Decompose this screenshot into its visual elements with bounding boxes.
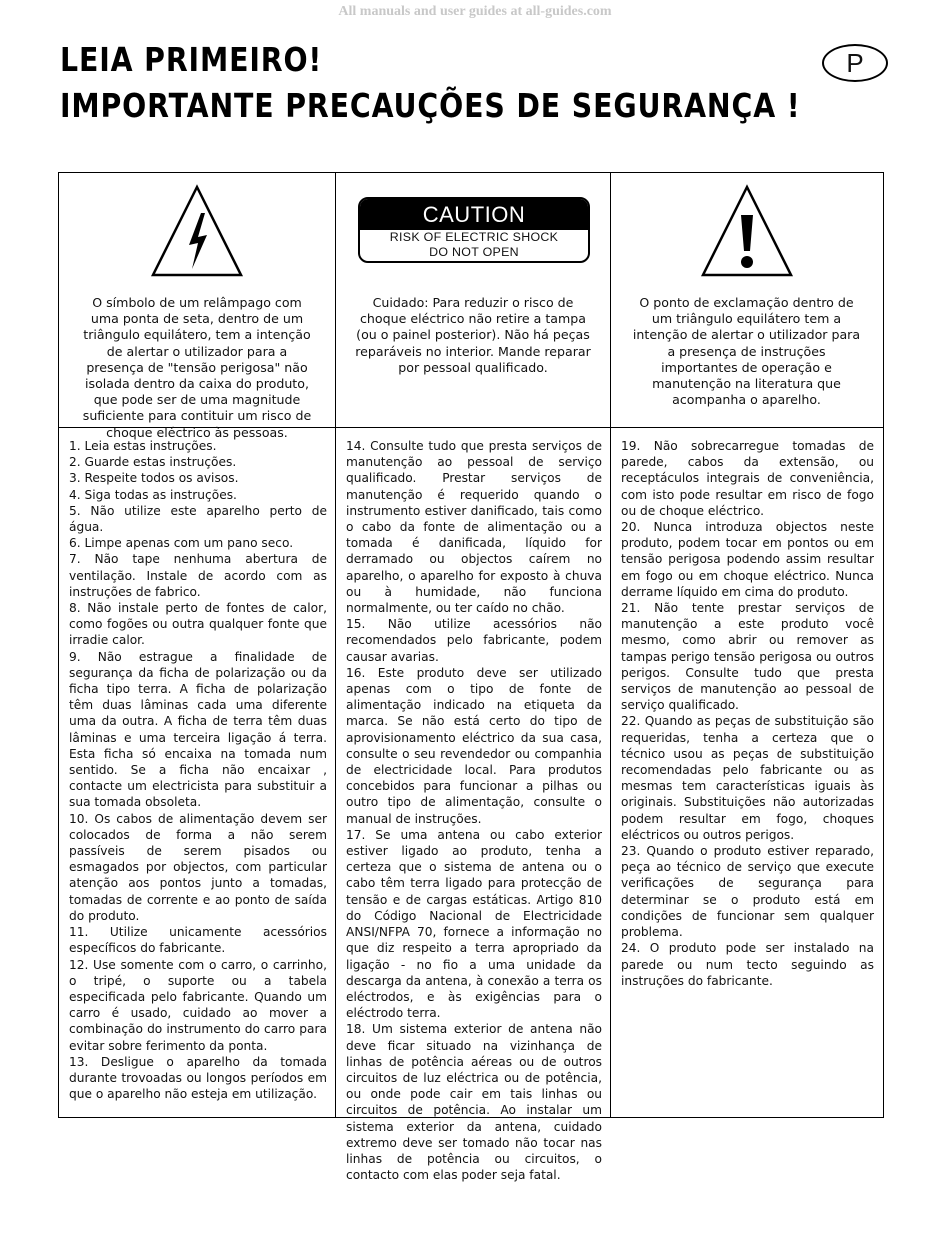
instruction-item: 1. Leia estas instruções. — [69, 439, 217, 453]
instruction-item: 24. O produto pode ser instalado na parede ou num tecto seguindo as instruções do fabricante. — [621, 941, 874, 988]
instruction-item: 15. Não utilize acessórios não recomendados pelo fabricante, podem causar avarias. — [346, 617, 602, 664]
lightning-symbol-description: O símbolo de um relâmpago com uma ponta de seta, dentro de um triângulo equilátero, tem a intenção de alertar o utilizador para a presença de "tensão perigosa" não isolada dentro da caixa do produto, que pode ser de uma magnitude suficiente para contituir um risco de choque eléctrico às pessoas. — [82, 295, 312, 440]
language-badge: P — [822, 44, 888, 82]
page-subtitle: IMPORTANTE PRECAUÇÕES DE SEGURANÇA ! — [60, 86, 801, 125]
instruction-item: 2. Guarde estas instruções. — [69, 455, 237, 470]
instruction-item: 18. Um sistema exterior de antena não deve ficar situado na vizinhança de linhas de potência aéreas ou de outros circuitos de luz eléctrica ou de potência, ou onde pode cair em tais linhas ou circuitos de potência. Ao instalar um sistema exterior da antena, cuidado extremo deve ser tomado não tocar nas linhas de potência ou circuitos, o contacto com elas poder seja fatal. — [346, 1022, 602, 1183]
exclamation-symbol-cell — [610, 173, 882, 427]
instruction-item: 13. Desligue o aparelho da tomada durante trovoadas ou longos períodos em que o aparelho não esteja em utilização. — [69, 1054, 327, 1102]
instructions-column-2 — [335, 428, 610, 1183]
instruction-item: 21. Não tente prestar serviços de manutenção a este produto você mesmo, como abrir ou remover as tampas perigo tensão perigosa ou outros perigos. Consulte tudo que presta serviços de manutenção ao pessoal de serviço qualificado. — [621, 601, 874, 713]
instructions-column-3 — [610, 428, 882, 1117]
caution-line-1: RISK OF ELECTRIC SHOCK — [389, 230, 559, 244]
safety-symbols-table — [58, 172, 884, 440]
instruction-item: 23. Quando o produto estiver reparado, peça ao técnico de serviço que execute verificações de segurança para determinar se o produto está em condições de funcionar sem qualquer problema. — [621, 844, 874, 940]
instruction-item: 22. Quando as peças de substituição são requeridas, tenha a certeza que o técnico usou as peças de substituição recomendadas pelo fabricante ou as mesmas tem características iguais às originais. Substituições não autorizadas podem resultar em fogo, choques eléctricos ou outros perigos. — [621, 714, 874, 842]
instruction-item: 9. Não estrague a finalidade de segurança da ficha de polarização ou da ficha tipo terra. A ficha de polarização têm duas lâminas cada uma diferente uma da outra. A ficha de terra têm duas lâminas e uma terceira ligação á terra. Esta ficha só encaixa na tomada num sentido. Se a ficha não encaixar , contacte um electricista para substituir a sua tomada obsoleta. — [69, 649, 327, 810]
instruction-item: 14. Consulte tudo que presta serviços de manutenção ao pessoal de serviço qualificado. Prestar serviços de manutenção é requerido quando o instrumento estiver danificado, tais como o cabo da fonte de alimentação ou a tomada é danificada, líquido for derramado ou objectos caírem no aparelho, o aparelho for exposto à chuva ou à humidade, não funciona normalmente, ou ter caído no chão. — [346, 439, 602, 616]
lightning-symbol-cell — [59, 173, 335, 440]
caution-label — [358, 197, 590, 263]
caution-title: CAUTION — [360, 199, 588, 230]
caution-description: Cuidado: Para reduzir o risco de choque eléctrico não retire a tampa (ou o painel posterior). Não há peças reparáveis no interior. Mande reparar por pessoal qualificado. — [355, 295, 591, 375]
watermark: All manuals and user guides at all-guides.com — [338, 4, 612, 19]
instruction-item: 11. Utilize unicamente acessórios específicos do fabricante. — [69, 925, 327, 956]
exclamation-symbol-description: O ponto de exclamação dentro de um triângulo equilátero tem a intenção de alertar o utilizador para a presença de instruções importantes de operação e manutenção na literatura que acompanha o aparelho. — [632, 295, 861, 408]
instructions-table — [58, 428, 884, 1183]
instruction-item: 19. Não sobrecarregue tomadas de parede, cabos da extensão, ou receptáculos integrais de conveniência, com isto pode resultar em risco de fogo ou de choque eléctrico. — [621, 439, 874, 518]
lightning-warning-icon — [149, 183, 245, 279]
instruction-item: 7. Não tape nenhuma abertura de ventilação. Instale de acordo com as instruções de fabrico. — [69, 552, 327, 599]
instruction-item: 16. Este produto deve ser utilizado apenas com o tipo de fonte de alimentação indicado na etiqueta da marca. Se não está certo do tipo de aprovisionamento eléctrico da sua casa, consulte o seu revendedor ou companhia de electricidade local. Para produtos concebidos para funcionar a pilhas ou outro tipo de alimentação, consulte o manual de instruções. — [346, 665, 602, 826]
instruction-item: 6. Limpe apenas com um pano seco. — [69, 536, 294, 551]
instruction-item: 5. Não utilize este aparelho perto de água. — [69, 503, 327, 535]
caution-line-2: DO NOT OPEN — [429, 245, 519, 259]
instructions-column-1 — [59, 428, 335, 1117]
instruction-item: 3. Respeite todos os avisos. — [69, 471, 239, 486]
instruction-item: 8. Não instale perto de fontes de calor, como fogões ou outra qualquer fonte que irradie calor. — [69, 601, 327, 648]
exclamation-warning-icon — [699, 183, 795, 279]
instruction-item: 4. Siga todas as instruções. — [69, 487, 237, 502]
instruction-item: 17. Se uma antena ou cabo exterior estiver ligado ao produto, tenha a certeza que o sistema de antena ou o cabo têm terra ligado para protecção de tensão e de cargas estáticas. Artigo 810 do Código Nacional de Electricidade ANSI/NFPA 70, fornece a informação no que diz respeito a terra apropriado da ligação - no fio a uma unidade da descarga da antena, à conexão a terra os eléctrodos, e às exigências para o eléctrodo terra. — [346, 827, 602, 1021]
instruction-item: 10. Os cabos de alimentação devem ser colocados de forma a não serem passíveis de serem pisados ou esmagados por objectos, com particular atenção aos pontos junto a tomadas, tomadas de corrente e ao ponto de saída do produto. — [69, 811, 327, 923]
instruction-item: 12. Use somente com o carro, o carrinho, o tripé, o suporte ou a tabela especificada pelo fabricante. Quando um carro é usado, cuidado ao mover a combinação do instrumento do carro para evitar sobre ferimento da ponta. — [69, 957, 327, 1053]
instruction-item: 20. Nunca introduza objectos neste produto, podem tocar em pontos ou em tensão perigosa podendo assim resultar em fogo ou em choque eléctrico. Nunca derrame líquido em cima do produto. — [621, 520, 874, 599]
page-title: LEIA PRIMEIRO! — [60, 40, 323, 79]
caution-label-cell — [335, 173, 610, 427]
